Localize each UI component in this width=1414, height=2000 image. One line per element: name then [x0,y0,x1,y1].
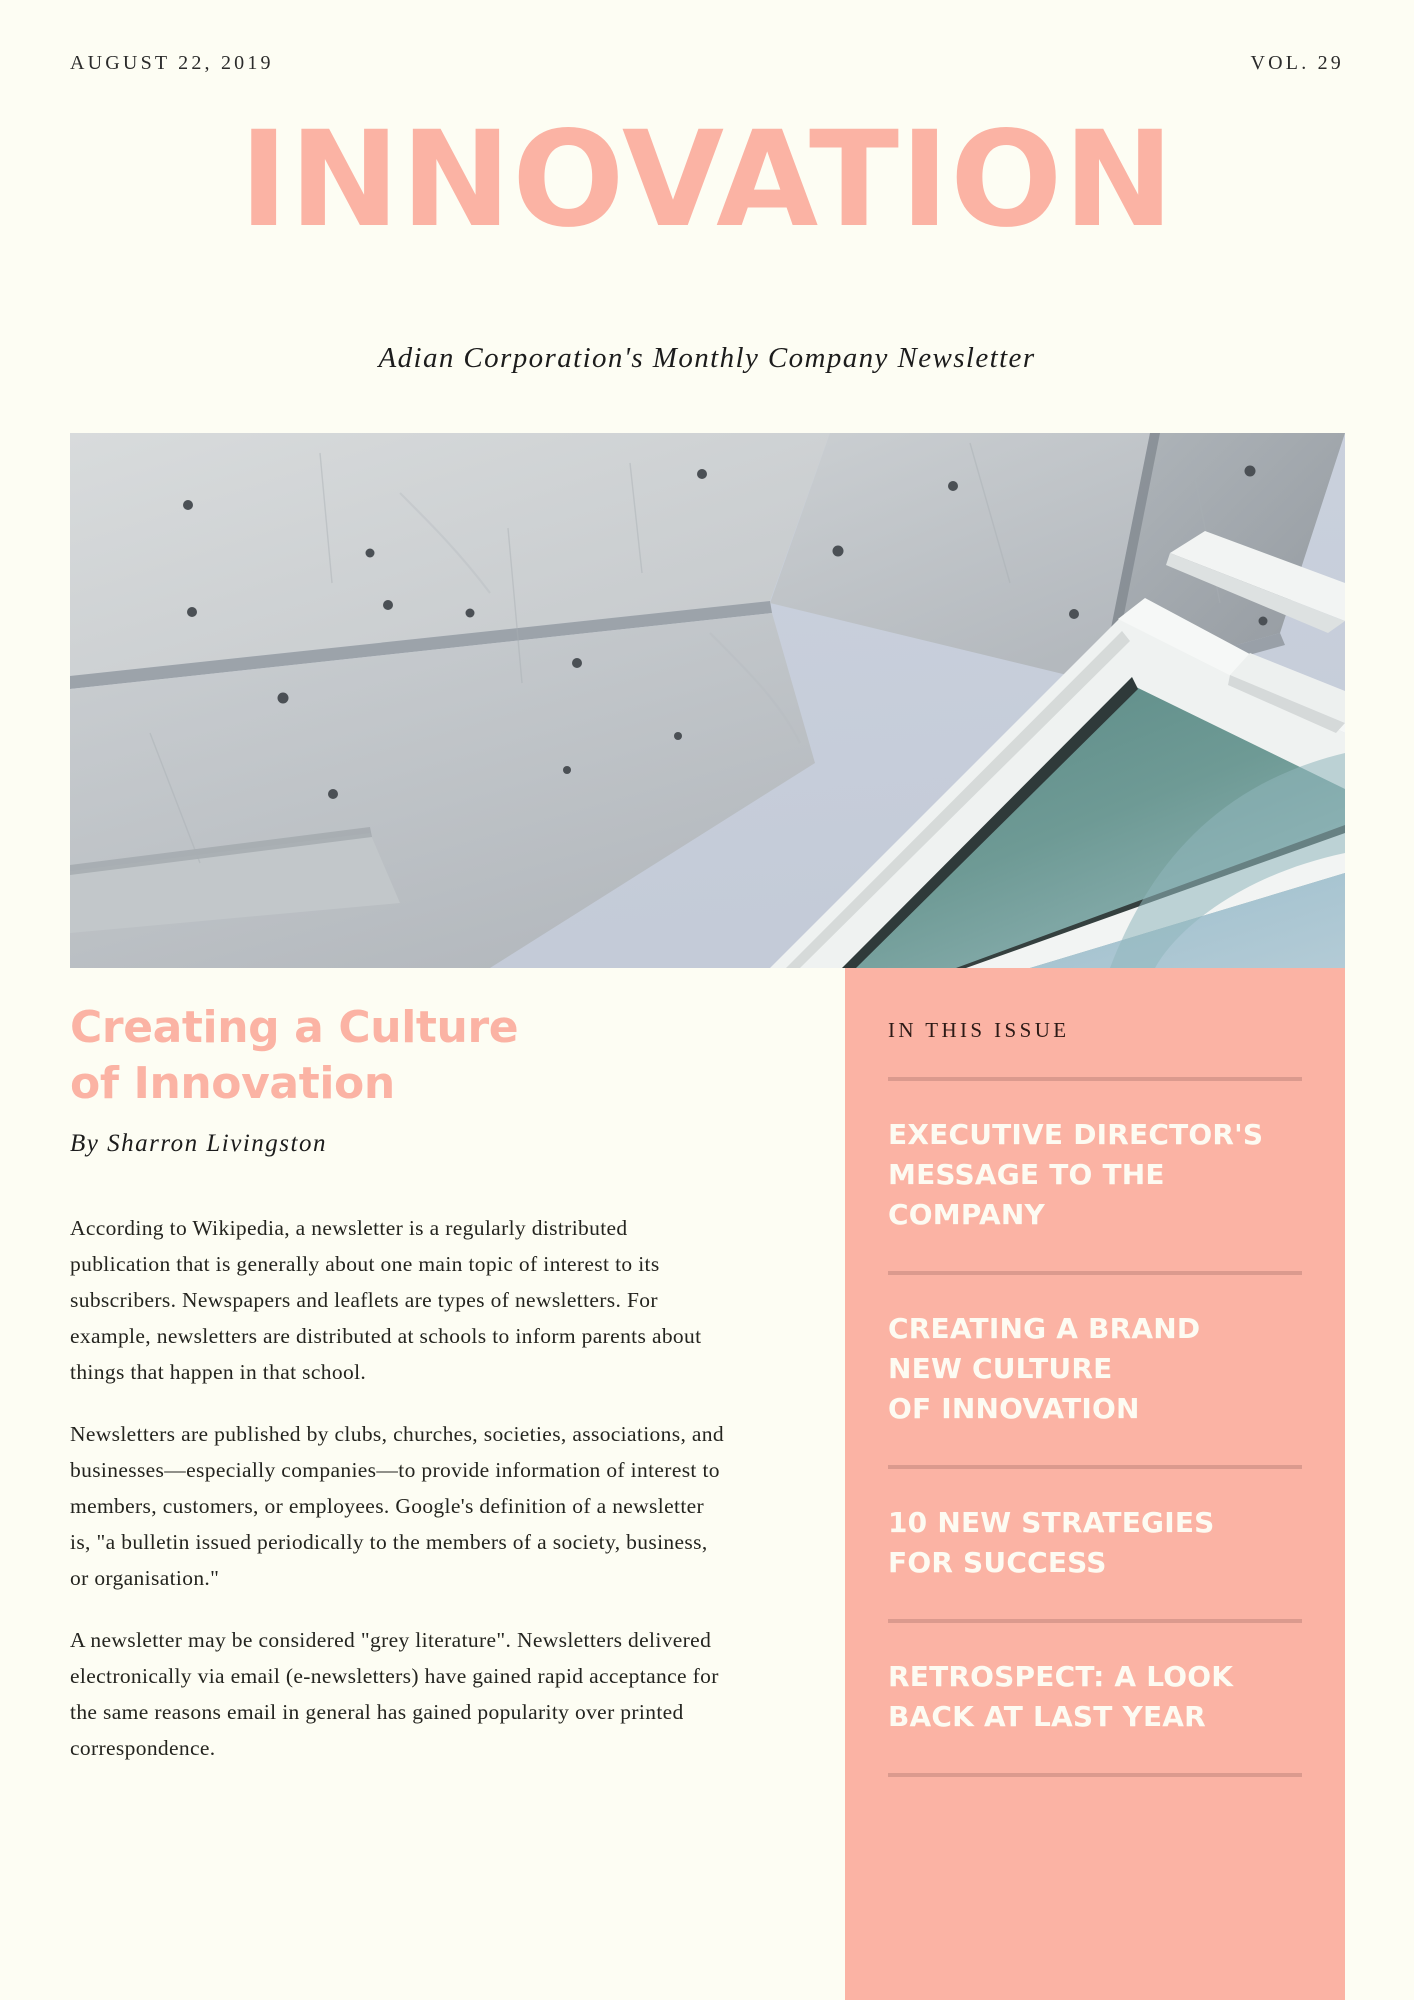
toc-item-line: EXECUTIVE DIRECTOR'S [888,1118,1264,1151]
article-paragraph: According to Wikipedia, a newsletter is a regularly distributed publication that is generally about one main topic of interest to its subscribers. Newspapers and leaflets are types of newsletters. For example, newsletters are distributed at schools to inform parents about things that happen in that school. [70,1216,702,1384]
toc-item-line: RETROSPECT: A LOOK [888,1660,1234,1693]
article-headline [70,1000,730,1112]
toc-item-line: MESSAGE TO THE [888,1158,1165,1191]
hero-photo [70,433,1345,968]
toc-item-line: BACK AT LAST YEAR [888,1700,1206,1733]
toc-item-line: OF INNOVATION [888,1392,1140,1425]
toc-item-line: 10 NEW STRATEGIES [888,1506,1215,1539]
article-body [70,1210,730,1766]
in-this-issue-sidebar [845,968,1345,2000]
article-paragraph: A newsletter may be considered "grey literature". Newsletters delivered electronically via email (e-newsletters) have gained rapid acceptance for the same reasons email in general has gained popularity over printed correspondence. [70,1628,719,1760]
article-headline-line-2: of Innovation [70,1058,395,1109]
toc-item-retrospect-a-look-back[interactable] [888,1623,1302,1773]
hero-photo-illustration [70,433,1345,968]
masthead-title: INNOVATION [239,103,1175,257]
toc-item-executive-directors-message[interactable] [888,1081,1302,1271]
toc-item-line: COMPANY [888,1198,1045,1231]
sidebar-kicker: IN THIS ISSUE [888,1018,1070,1042]
toc-item-creating-a-brand-new-culture[interactable] [888,1275,1302,1465]
toc-item-10-new-strategies-for-success[interactable] [888,1469,1302,1619]
issue-date: AUGUST 22, 2019 [70,52,274,74]
toc-divider [888,1773,1302,1777]
toc-item-line: CREATING A BRAND [888,1312,1201,1345]
masthead-subtitle: Adian Corporation's Monthly Company Newsletter [378,342,1036,374]
article-paragraph: Newsletters are published by clubs, churches, societies, associations, and businesses—especially companies—to provide information of interest to members, customers, or employees. Google's definition of a newsletter is, "a bulletin issued periodically to the members of a society, business, or organisation." [70,1422,725,1590]
article-byline: By Sharron Livingston [70,1130,327,1157]
toc-item-line: FOR SUCCESS [888,1546,1107,1579]
toc-item-line: NEW CULTURE [888,1352,1113,1385]
masthead-meta-bar [70,52,1344,75]
article-column [70,1000,730,1792]
issue-volume: VOL. 29 [1250,52,1344,74]
article-headline-line-1: Creating a Culture [70,1002,519,1053]
